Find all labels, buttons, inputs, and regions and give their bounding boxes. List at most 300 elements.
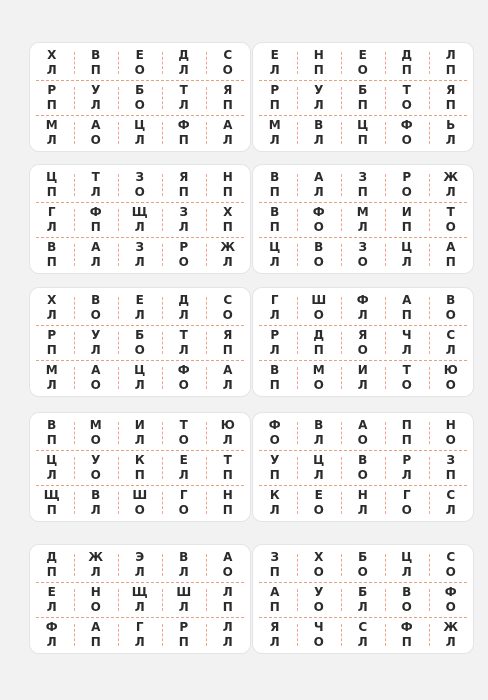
top-letter: З bbox=[358, 240, 368, 254]
syllable-cell bbox=[30, 203, 74, 237]
top-letter: М bbox=[89, 418, 103, 432]
syllable-cell bbox=[118, 548, 162, 582]
top-letter: И bbox=[357, 363, 369, 377]
top-letter: З bbox=[446, 453, 456, 467]
top-letter: Ф bbox=[400, 118, 414, 132]
bottom-letter: П bbox=[134, 468, 146, 482]
syllable-cell bbox=[30, 583, 74, 617]
top-letter: В bbox=[91, 488, 101, 502]
bottom-letter: Л bbox=[222, 133, 234, 147]
bottom-letter: О bbox=[90, 133, 102, 147]
bottom-letter: О bbox=[357, 468, 369, 482]
bottom-letter: Л bbox=[445, 343, 457, 357]
bottom-letter: П bbox=[269, 565, 281, 579]
syllable-cell bbox=[30, 238, 74, 272]
syllable-row bbox=[253, 361, 473, 395]
top-letter: Н bbox=[445, 418, 457, 432]
bottom-letter: О bbox=[401, 185, 413, 199]
bottom-letter: П bbox=[269, 378, 281, 392]
syllable-cell bbox=[162, 548, 206, 582]
top-letter: А bbox=[91, 240, 101, 254]
top-letter: В bbox=[270, 363, 280, 377]
top-letter: Р bbox=[179, 240, 189, 254]
top-letter: Х bbox=[47, 48, 57, 62]
top-letter: А bbox=[223, 550, 233, 564]
syllable-cell bbox=[253, 416, 297, 450]
bottom-letter: Л bbox=[90, 185, 102, 199]
bottom-letter: П bbox=[46, 343, 58, 357]
bottom-letter: Л bbox=[134, 433, 146, 447]
syllable-cell bbox=[74, 291, 118, 325]
bottom-letter: О bbox=[134, 98, 146, 112]
top-letter: Ж bbox=[220, 240, 236, 254]
syllable-cell bbox=[162, 326, 206, 360]
syllable-card bbox=[30, 288, 250, 396]
syllable-row bbox=[30, 583, 250, 617]
bottom-letter: П bbox=[269, 220, 281, 234]
top-letter: Т bbox=[446, 205, 456, 219]
syllable-card bbox=[30, 43, 250, 151]
syllable-cell bbox=[385, 416, 429, 450]
bottom-letter: О bbox=[357, 63, 369, 77]
top-letter: З bbox=[270, 550, 280, 564]
syllable-row bbox=[30, 548, 250, 582]
syllable-cell bbox=[341, 168, 385, 202]
top-letter: У bbox=[91, 328, 101, 342]
bottom-letter: Л bbox=[357, 308, 369, 322]
bottom-letter: О bbox=[222, 565, 234, 579]
bottom-letter: П bbox=[445, 468, 457, 482]
top-letter: Х bbox=[47, 293, 57, 307]
bottom-letter: О bbox=[313, 503, 325, 517]
bottom-letter: О bbox=[178, 255, 190, 269]
syllable-cell bbox=[341, 291, 385, 325]
top-letter: Е bbox=[358, 48, 368, 62]
top-letter: У bbox=[91, 453, 101, 467]
syllable-row bbox=[253, 116, 473, 150]
syllable-cell bbox=[162, 238, 206, 272]
syllable-cell bbox=[206, 583, 250, 617]
top-letter: Н bbox=[222, 170, 234, 184]
syllable-cell bbox=[74, 548, 118, 582]
bottom-letter: П bbox=[401, 433, 413, 447]
syllable-row bbox=[253, 583, 473, 617]
syllable-cell bbox=[74, 238, 118, 272]
bottom-letter: О bbox=[357, 255, 369, 269]
bottom-letter: О bbox=[401, 503, 413, 517]
syllable-cell bbox=[206, 548, 250, 582]
top-letter: Т bbox=[179, 418, 189, 432]
syllable-row bbox=[253, 486, 473, 520]
bottom-letter: Л bbox=[134, 600, 146, 614]
top-letter: Н bbox=[357, 488, 369, 502]
bottom-letter: П bbox=[222, 185, 234, 199]
bottom-letter: Л bbox=[134, 565, 146, 579]
bottom-letter: Л bbox=[445, 503, 457, 517]
top-letter: Ж bbox=[443, 620, 459, 634]
syllable-cell bbox=[206, 81, 250, 115]
syllable-cell bbox=[253, 46, 297, 80]
bottom-letter: П bbox=[313, 63, 325, 77]
syllable-cell bbox=[297, 203, 341, 237]
syllable-cell bbox=[118, 238, 162, 272]
top-letter: С bbox=[223, 48, 233, 62]
bottom-letter: П bbox=[357, 185, 369, 199]
top-letter: М bbox=[45, 118, 59, 132]
top-letter: Р bbox=[47, 83, 57, 97]
syllable-row bbox=[30, 81, 250, 115]
bottom-letter: О bbox=[357, 565, 369, 579]
syllable-row bbox=[30, 451, 250, 485]
syllable-row bbox=[30, 326, 250, 360]
top-letter: Х bbox=[223, 205, 233, 219]
top-letter: В bbox=[47, 240, 57, 254]
bottom-letter: Л bbox=[357, 378, 369, 392]
top-letter: Р bbox=[47, 328, 57, 342]
top-letter: Е bbox=[47, 585, 57, 599]
syllable-cell bbox=[385, 361, 429, 395]
top-letter: С bbox=[223, 293, 233, 307]
syllable-cell bbox=[253, 583, 297, 617]
bottom-letter: П bbox=[401, 635, 413, 649]
bottom-letter: Л bbox=[178, 565, 190, 579]
bottom-letter: Л bbox=[269, 503, 281, 517]
syllable-cell bbox=[341, 203, 385, 237]
bottom-letter: О bbox=[445, 220, 457, 234]
syllable-cell bbox=[206, 203, 250, 237]
bottom-letter: О bbox=[313, 565, 325, 579]
syllable-cell bbox=[253, 361, 297, 395]
syllable-cell bbox=[429, 46, 473, 80]
bottom-letter: Л bbox=[178, 220, 190, 234]
syllable-card bbox=[253, 545, 473, 653]
syllable-cell bbox=[162, 203, 206, 237]
syllable-row bbox=[30, 168, 250, 202]
top-letter: Г bbox=[179, 488, 189, 502]
bottom-letter: Л bbox=[269, 133, 281, 147]
syllable-cell bbox=[253, 486, 297, 520]
syllable-row bbox=[30, 291, 250, 325]
top-letter: Ф bbox=[444, 585, 458, 599]
top-letter: А bbox=[223, 118, 233, 132]
syllable-row bbox=[253, 203, 473, 237]
syllable-cell bbox=[429, 618, 473, 652]
syllable-cell bbox=[341, 451, 385, 485]
syllable-cell bbox=[297, 238, 341, 272]
top-letter: Т bbox=[223, 453, 233, 467]
top-letter: Ш bbox=[311, 293, 327, 307]
syllable-card bbox=[253, 43, 473, 151]
syllable-cell bbox=[429, 203, 473, 237]
bottom-letter: Л bbox=[357, 635, 369, 649]
syllable-cell bbox=[341, 416, 385, 450]
syllable-cell bbox=[385, 46, 429, 80]
top-letter: Ц bbox=[46, 453, 58, 467]
syllable-cell bbox=[30, 291, 74, 325]
syllable-cell bbox=[118, 326, 162, 360]
bottom-letter: Л bbox=[134, 255, 146, 269]
bottom-letter: П bbox=[401, 63, 413, 77]
bottom-letter: Л bbox=[134, 308, 146, 322]
bottom-letter: П bbox=[46, 433, 58, 447]
top-letter: А bbox=[358, 418, 368, 432]
top-letter: Т bbox=[91, 170, 101, 184]
top-letter: Ф bbox=[89, 205, 103, 219]
top-letter: Г bbox=[135, 620, 145, 634]
bottom-letter: О bbox=[313, 378, 325, 392]
top-letter: В bbox=[47, 418, 57, 432]
syllable-cell bbox=[385, 618, 429, 652]
top-letter: В bbox=[446, 293, 456, 307]
top-letter: Т bbox=[402, 363, 412, 377]
top-letter: М bbox=[356, 205, 370, 219]
top-letter: Я bbox=[223, 328, 233, 342]
top-letter: Т bbox=[179, 328, 189, 342]
bottom-letter: П bbox=[269, 600, 281, 614]
bottom-letter: Л bbox=[222, 255, 234, 269]
bottom-letter: П bbox=[46, 255, 58, 269]
top-letter: Х bbox=[314, 550, 324, 564]
bottom-letter: П bbox=[178, 635, 190, 649]
top-letter: Б bbox=[358, 550, 368, 564]
top-letter: Щ bbox=[131, 585, 149, 599]
top-letter: Д bbox=[178, 48, 190, 62]
bottom-letter: П bbox=[222, 220, 234, 234]
syllable-cell bbox=[253, 326, 297, 360]
top-letter: Ч bbox=[401, 328, 413, 342]
syllable-row bbox=[30, 46, 250, 80]
syllable-cell bbox=[30, 81, 74, 115]
syllable-cell bbox=[341, 81, 385, 115]
bottom-letter: Л bbox=[90, 503, 102, 517]
top-letter: Ь bbox=[446, 118, 456, 132]
bottom-letter: Л bbox=[90, 255, 102, 269]
syllable-cell bbox=[74, 451, 118, 485]
bottom-letter: О bbox=[401, 600, 413, 614]
syllable-cell bbox=[74, 486, 118, 520]
bottom-letter: П bbox=[269, 468, 281, 482]
syllable-cell bbox=[206, 46, 250, 80]
syllable-cell bbox=[118, 81, 162, 115]
bottom-letter: О bbox=[445, 308, 457, 322]
syllable-cell bbox=[118, 583, 162, 617]
bottom-letter: Л bbox=[178, 98, 190, 112]
bottom-letter: Л bbox=[90, 98, 102, 112]
bottom-letter: О bbox=[134, 63, 146, 77]
top-letter: Е bbox=[270, 48, 280, 62]
top-letter: Ф bbox=[45, 620, 59, 634]
top-letter: Ц bbox=[134, 118, 146, 132]
syllable-cell bbox=[253, 451, 297, 485]
bottom-letter: Л bbox=[313, 468, 325, 482]
syllable-cell bbox=[297, 168, 341, 202]
syllable-cell bbox=[118, 116, 162, 150]
bottom-letter: Л bbox=[401, 565, 413, 579]
syllable-cell bbox=[429, 81, 473, 115]
bottom-letter: П bbox=[357, 133, 369, 147]
syllable-cell bbox=[206, 486, 250, 520]
syllable-cell bbox=[74, 81, 118, 115]
bottom-letter: Л bbox=[222, 635, 234, 649]
syllable-cell bbox=[30, 548, 74, 582]
syllable-cell bbox=[429, 291, 473, 325]
syllable-cell bbox=[30, 326, 74, 360]
bottom-letter: П bbox=[222, 503, 234, 517]
syllable-cell bbox=[253, 238, 297, 272]
top-letter: Г bbox=[47, 205, 57, 219]
syllable-cell bbox=[162, 451, 206, 485]
bottom-letter: П bbox=[90, 220, 102, 234]
syllable-cell bbox=[118, 291, 162, 325]
top-letter: К bbox=[269, 488, 281, 502]
syllable-cell bbox=[297, 451, 341, 485]
top-letter: Р bbox=[402, 170, 412, 184]
syllable-cell bbox=[385, 326, 429, 360]
syllable-cell bbox=[385, 291, 429, 325]
top-letter: В bbox=[314, 418, 324, 432]
bottom-letter: О bbox=[401, 98, 413, 112]
bottom-letter: П bbox=[445, 255, 457, 269]
top-letter: Ц bbox=[46, 170, 58, 184]
bottom-letter: Л bbox=[46, 378, 58, 392]
syllable-cell bbox=[385, 486, 429, 520]
top-letter: Я bbox=[358, 328, 368, 342]
top-letter: В bbox=[314, 240, 324, 254]
bottom-letter: О bbox=[401, 378, 413, 392]
top-letter: Г bbox=[402, 488, 412, 502]
syllable-cell bbox=[341, 116, 385, 150]
syllable-cell bbox=[74, 326, 118, 360]
top-letter: Ф bbox=[400, 620, 414, 634]
syllable-cell bbox=[162, 81, 206, 115]
syllable-cell bbox=[385, 116, 429, 150]
syllable-cell bbox=[385, 451, 429, 485]
syllable-row bbox=[30, 116, 250, 150]
bottom-letter: О bbox=[90, 600, 102, 614]
bottom-letter: П bbox=[222, 600, 234, 614]
top-letter: У bbox=[270, 453, 280, 467]
syllable-cell bbox=[118, 361, 162, 395]
bottom-letter: Л bbox=[269, 635, 281, 649]
syllable-cell bbox=[74, 116, 118, 150]
syllable-row bbox=[253, 618, 473, 652]
syllable-row bbox=[253, 451, 473, 485]
syllable-cell bbox=[297, 361, 341, 395]
syllable-cell bbox=[74, 618, 118, 652]
bottom-letter: О bbox=[357, 433, 369, 447]
bottom-letter: П bbox=[90, 63, 102, 77]
bottom-letter: П bbox=[46, 185, 58, 199]
top-letter: Ц bbox=[357, 118, 369, 132]
bottom-letter: Л bbox=[178, 63, 190, 77]
top-letter: М bbox=[268, 118, 282, 132]
top-letter: В bbox=[314, 118, 324, 132]
syllable-cell bbox=[385, 583, 429, 617]
top-letter: Е bbox=[179, 453, 189, 467]
bottom-letter: О bbox=[134, 185, 146, 199]
bottom-letter: Л bbox=[46, 635, 58, 649]
syllable-row bbox=[30, 618, 250, 652]
syllable-row bbox=[253, 46, 473, 80]
bottom-letter: Л bbox=[46, 600, 58, 614]
bottom-letter: О bbox=[445, 378, 457, 392]
syllable-cell bbox=[74, 168, 118, 202]
top-letter: Л bbox=[222, 620, 234, 634]
top-letter: Р bbox=[402, 453, 412, 467]
bottom-letter: П bbox=[178, 133, 190, 147]
bottom-letter: Л bbox=[313, 133, 325, 147]
syllable-row bbox=[253, 291, 473, 325]
bottom-letter: П bbox=[46, 98, 58, 112]
bottom-letter: Л bbox=[269, 308, 281, 322]
syllable-cell bbox=[341, 548, 385, 582]
bottom-letter: О bbox=[313, 308, 325, 322]
syllable-cell bbox=[429, 238, 473, 272]
syllable-card bbox=[253, 165, 473, 273]
syllable-cell bbox=[341, 326, 385, 360]
syllable-row bbox=[253, 416, 473, 450]
syllable-cell bbox=[30, 46, 74, 80]
top-letter: Ц bbox=[269, 240, 281, 254]
bottom-letter: П bbox=[401, 308, 413, 322]
top-letter: Е bbox=[135, 48, 145, 62]
bottom-letter: Л bbox=[90, 343, 102, 357]
bottom-letter: Л bbox=[178, 308, 190, 322]
bottom-letter: Л bbox=[222, 433, 234, 447]
bottom-letter: Л bbox=[178, 343, 190, 357]
syllable-cell bbox=[429, 548, 473, 582]
top-letter: В bbox=[91, 293, 101, 307]
top-letter: Г bbox=[270, 293, 280, 307]
top-letter: В bbox=[270, 205, 280, 219]
bottom-letter: О bbox=[445, 600, 457, 614]
syllable-cell bbox=[206, 416, 250, 450]
bottom-letter: О bbox=[269, 433, 281, 447]
top-letter: З bbox=[358, 170, 368, 184]
bottom-letter: Л bbox=[313, 433, 325, 447]
syllable-card bbox=[30, 545, 250, 653]
top-letter: В bbox=[402, 585, 412, 599]
syllable-cell bbox=[162, 486, 206, 520]
syllable-cell bbox=[30, 361, 74, 395]
bottom-letter: Л bbox=[401, 343, 413, 357]
top-letter: Д bbox=[401, 48, 413, 62]
syllable-cell bbox=[206, 238, 250, 272]
bottom-letter: П bbox=[445, 98, 457, 112]
top-letter: Д bbox=[313, 328, 325, 342]
syllable-cell bbox=[429, 416, 473, 450]
syllable-cell bbox=[253, 291, 297, 325]
top-letter: Э bbox=[135, 550, 145, 564]
top-letter: С bbox=[446, 488, 456, 502]
syllable-row bbox=[30, 203, 250, 237]
bottom-letter: Л bbox=[445, 133, 457, 147]
syllable-cell bbox=[74, 583, 118, 617]
top-letter: Н bbox=[222, 488, 234, 502]
bottom-letter: Л bbox=[313, 98, 325, 112]
top-letter: М bbox=[45, 363, 59, 377]
bottom-letter: П bbox=[46, 565, 58, 579]
top-letter: К bbox=[134, 453, 146, 467]
syllable-cell bbox=[30, 451, 74, 485]
syllable-cell bbox=[74, 416, 118, 450]
top-letter: Ш bbox=[132, 488, 148, 502]
syllable-cell bbox=[297, 46, 341, 80]
syllable-row bbox=[30, 486, 250, 520]
top-letter: У bbox=[314, 83, 324, 97]
bottom-letter: Л bbox=[313, 185, 325, 199]
bottom-letter: Л bbox=[178, 468, 190, 482]
